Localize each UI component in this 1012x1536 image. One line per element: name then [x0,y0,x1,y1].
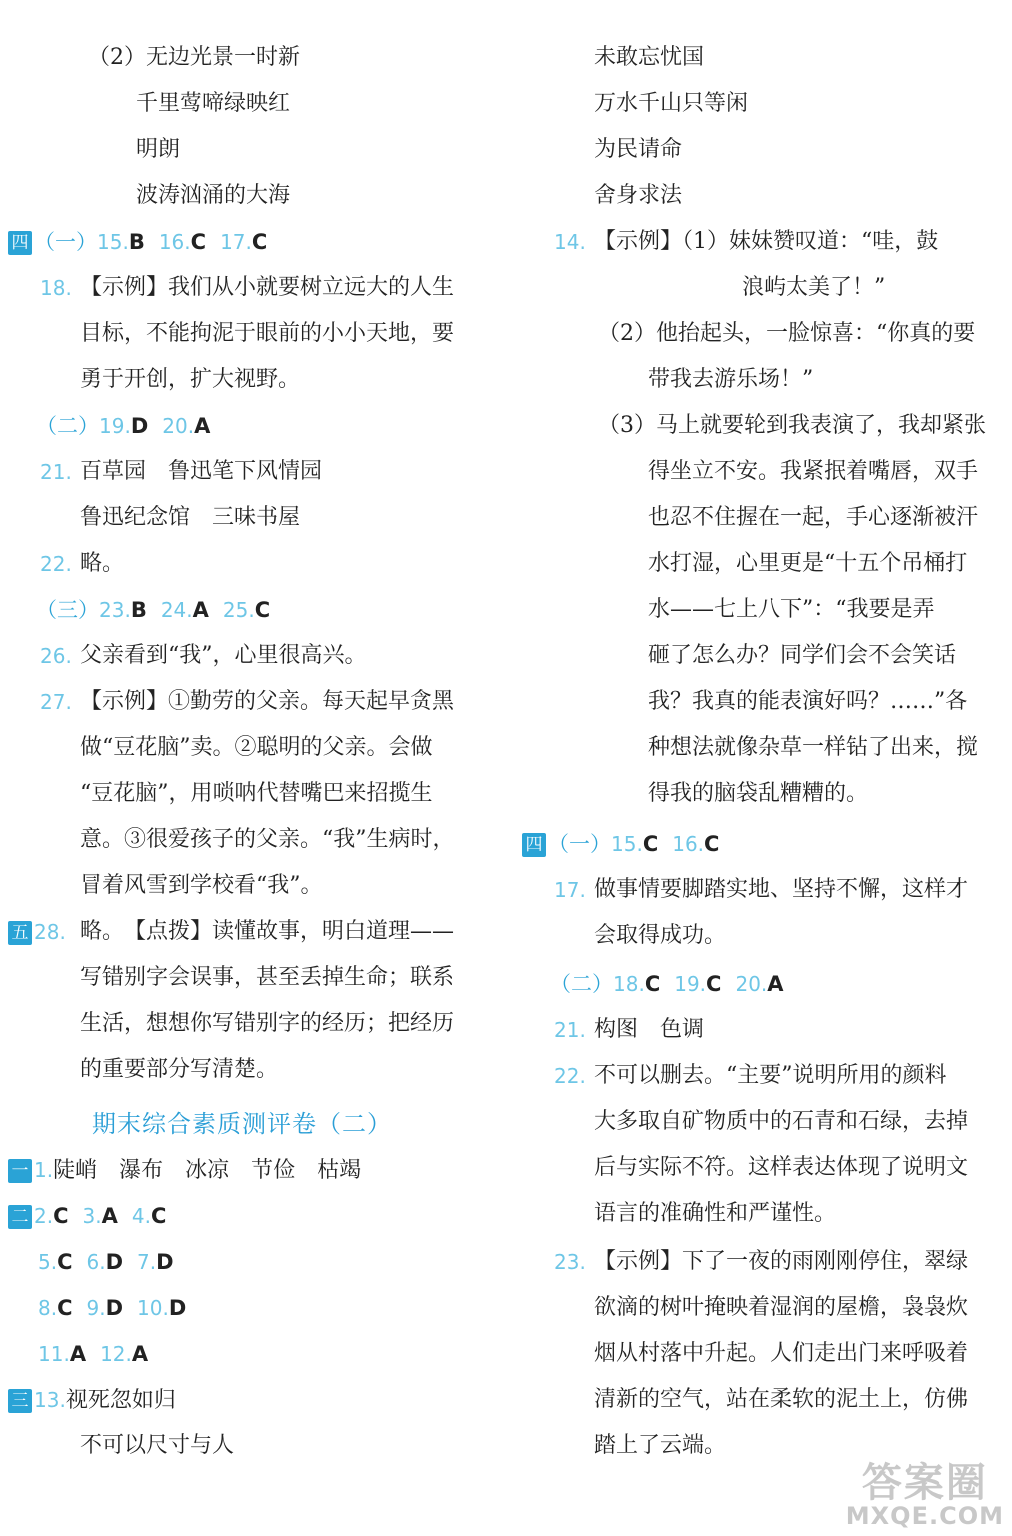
answer-line: 视死忽如归 [65,1388,176,1413]
question-number: 23. [99,598,131,622]
question-number: 25. [222,598,255,622]
section-4-part-2 [36,412,210,441]
answer-line: 【示例】①勤劳的父亲。每天起早贪黑 [80,689,455,714]
answer-line: 鲁迅纪念馆 三味书屋 [80,505,301,530]
section-badge: 四 [8,231,32,255]
answer-line: （3）马上就要轮到我表演了，我却紧张 [598,413,986,438]
answer-line: 的重要部分写清楚。 [80,1057,279,1082]
answer-line: 略。 【点拨】读懂故事，明白道理—— [80,919,455,944]
poem-line: 千里莺啼绿映红 [136,91,291,116]
question-number: 9. [86,1296,106,1320]
choice-answer: C [254,598,271,622]
question-number: 20. [735,972,768,996]
question-number: 23. [554,1250,586,1274]
answer-line: 种想法就像杂草一样钻了出来，搅 [648,735,979,760]
section-4-part-2 [550,970,784,999]
choice-answer: D [168,1296,187,1320]
choice-answer: B [128,230,145,254]
answer-line: 语言的准确性和严谨性。 [594,1201,837,1226]
question-number: 27. [40,690,72,714]
choice-answer: D [130,414,149,438]
part-label: （二） [550,972,613,996]
answer-line: 不可以删去。“主要”说明所用的颜料 [594,1063,947,1088]
answer-line: 冒着风雪到学校看“我”。 [80,873,323,898]
question-number: 3. [82,1204,102,1228]
choice-answer: A [101,1204,118,1228]
question-number: 7. [137,1250,157,1274]
question-number: 20. [162,414,195,438]
section-badge: 四 [522,833,546,857]
choice-answer: D [105,1250,124,1274]
answer-line: 百草园 鲁迅笔下风情园 [80,459,323,484]
question-number: 11. [38,1342,70,1366]
question-number: 6. [86,1250,106,1274]
part-label: （三） [36,598,99,622]
question-number: 17. [554,878,586,902]
section-badge: 五 [8,921,32,945]
choice-answer: C [53,1204,69,1228]
question-number: 19. [674,972,707,996]
answer-line: 【示例】我们从小就要树立远大的人生 [80,275,455,300]
answer-line: 烟从村落中升起。人们走出门来呼吸着 [594,1341,969,1366]
section-3 [8,1386,176,1415]
choice-answer: C [57,1250,73,1274]
choice-answer: A [192,598,209,622]
question-number: 16. [672,832,705,856]
watermark-url: MXQE.COM [845,1502,1004,1530]
answer-line: 【示例】下了一夜的雨刚刚停住，翠绿 [594,1249,969,1274]
answer-line: 水打湿，心里更是“十五个吊桶打 [648,551,968,576]
choice-answer: C [644,972,661,996]
choice-answer: C [251,230,268,254]
question-number: 13. [34,1388,66,1412]
section-2-row [38,1340,148,1369]
choice-answer: A [194,414,211,438]
section-4-part-3 [36,596,270,625]
choice-answer: D [105,1296,124,1320]
choice-answer: C [704,832,720,856]
question-number: 2. [34,1204,54,1228]
answer-line: 带我去游乐场！” [648,367,814,392]
section-2-row [38,1294,186,1323]
question-number: 21. [554,1018,586,1042]
section-1 [8,1156,361,1185]
choice-answer: C [706,972,722,996]
question-number: 15. [97,230,129,254]
answer-line: 水——七上八下”：“我要是弄 [648,597,935,622]
section-5 [8,918,66,947]
section-2-row [8,1202,166,1231]
answer-line: 目标，不能拘泥于眼前的小小天地，要 [80,321,455,346]
answer-text: 陡峭 瀑布 冰凉 节俭 枯竭 [53,1158,362,1183]
answer-line: 浪屿太美了！” [742,275,886,300]
answer-line: 生活，想想你写错别字的经历；把经历 [80,1011,455,1036]
question-number: 8. [38,1296,58,1320]
question-number: 28. [34,920,66,944]
section-2-row [38,1248,174,1277]
answer-line: 清新的空气，站在柔软的泥土上，仿佛 [594,1387,969,1412]
answer-line: 意。③很爱孩子的父亲。“我”生病时， [80,827,455,852]
answer-line: 后与实际不符。这样表达体现了说明文 [594,1155,969,1180]
question-number: 4. [131,1204,151,1228]
question-number: 26. [40,644,72,668]
answer-line: 【示例】（1）妹妹赞叹道：“哇，鼓 [594,229,939,254]
answer-line: 不可以尺寸与人 [80,1433,235,1458]
choice-answer: A [767,972,784,996]
answer-text: 明朗 [136,137,181,162]
section-badge: 三 [8,1389,32,1413]
answer-line: 得我的脑袋乱糟糟的。 [648,781,869,806]
answer-line: 大多取自矿物质中的石青和石绿，去掉 [594,1109,969,1134]
answer-line: 万水千山只等闲 [594,91,749,116]
answer-line: 欲滴的树叶掩映着湿润的屋檐，袅袅炊 [594,1295,969,1320]
question-number: 14. [554,230,586,254]
answer-line: “豆花脑”，用唢呐代替嘴巴来招揽生 [80,781,433,806]
answer-line: 做“豆花脑”卖。②聪明的父亲。会做 [80,735,433,760]
watermark-logo [846,1451,1004,1530]
answer-text: 构图 色调 [594,1017,705,1042]
answer-line: 砸了怎么办？同学们会不会笑话 [648,643,957,668]
choice-answer: D [156,1250,174,1274]
question-number: 22. [554,1064,586,1088]
answer-line: 做事情要脚踏实地、坚持不懈，这样才 [594,877,969,902]
choice-answer: C [642,832,659,856]
answer-line: 会取得成功。 [594,923,727,948]
poem-line: （2）无边光景一时新 [88,45,300,70]
question-number: 15. [611,832,643,856]
question-number: 5. [38,1250,58,1274]
exam-title: 期末综合素质测评卷（二） [92,1110,392,1138]
section-badge: 一 [8,1159,32,1183]
answer-text: 波涛汹涌的大海 [136,183,291,208]
choice-answer: B [130,598,147,622]
choice-answer: C [150,1204,167,1228]
watermark-text: 答案圈 [861,1460,988,1506]
section-4-part-1 [522,830,719,859]
part-label: （一） [34,230,97,254]
question-number: 17. [220,230,252,254]
question-number: 1. [34,1158,54,1182]
answer-text: 略。 [80,551,125,576]
choice-answer: C [190,230,207,254]
question-number: 24. [160,598,193,622]
choice-answer: C [57,1296,73,1320]
answer-line: 得坐立不安。我紧抿着嘴唇，双手 [648,459,979,484]
section-4-part-1 [8,228,267,257]
question-number: 22. [40,552,72,576]
answer-line: 舍身求法 [594,183,683,208]
choice-answer: A [69,1342,87,1366]
answer-text: 父亲看到“我”，心里很高兴。 [80,643,367,668]
question-number: 12. [100,1342,132,1366]
answer-line: 未敢忘忧国 [594,45,705,70]
part-label: （一） [548,832,611,856]
section-badge: 二 [8,1205,32,1229]
question-number: 19. [99,414,131,438]
choice-answer: A [131,1342,149,1366]
answer-line: 勇于开创，扩大视野。 [80,367,301,392]
question-number: 21. [40,460,72,484]
answer-line: 也忍不住握在一起，手心逐渐被汗 [648,505,979,530]
answer-line: （2）他抬起头，一脸惊喜：“你真的要 [598,321,976,346]
answer-line: 踏上了云端。 [594,1433,727,1458]
question-number: 16. [158,230,191,254]
answer-line: 我？我真的能表演好吗？……”各 [648,689,968,714]
question-number: 18. [40,276,72,300]
question-number: 10. [137,1296,169,1320]
answer-line: 为民请命 [594,137,683,162]
answer-line: 写错别字会误事，甚至丢掉生命；联系 [80,965,455,990]
part-label: （二） [36,414,99,438]
question-number: 18. [613,972,645,996]
